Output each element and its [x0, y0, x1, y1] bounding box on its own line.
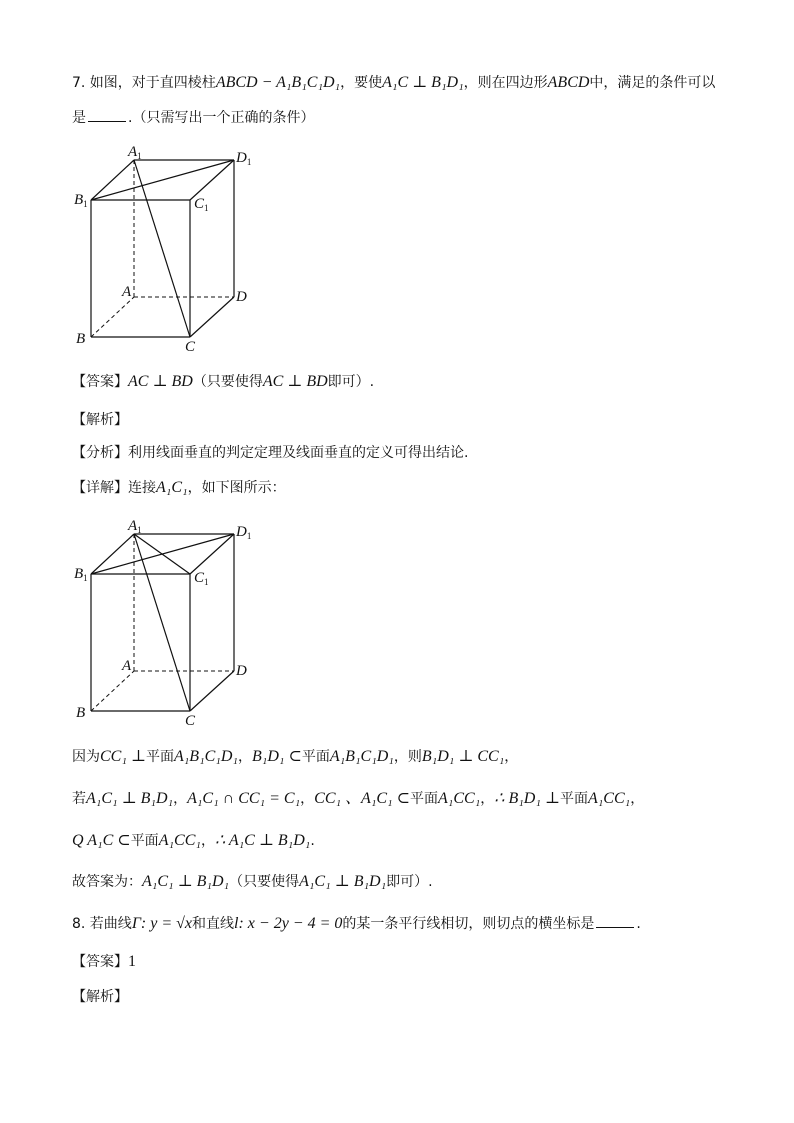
detail-intro: 【详解】连接A₁C₁，如下图所示：	[72, 479, 286, 496]
q7-line-1: 7. 如图，对于直四棱柱ABCD − A₁B₁C₁D₁，要使A₁C ⊥ B₁D₁，则在四边形ABCD中，满足的条件可以	[72, 74, 716, 91]
prism-figure-2	[60, 514, 280, 738]
label-A: A	[122, 284, 132, 300]
answer-7: 【答案】AC ⊥ BD（只要使得AC ⊥ BD即可）.	[72, 373, 375, 390]
label-C: C	[185, 339, 196, 355]
answer-expr: AC ⊥ BD	[128, 373, 193, 390]
analysis-7-tag: 【解析】	[72, 412, 128, 428]
label-A1: $A_1$	[128, 144, 142, 161]
proof-line-4: 故答案为：A₁C₁ ⊥ B₁D₁（只要使得A₁C₁ ⊥ B₁D₁即可）.	[72, 873, 433, 890]
proof-line-3: Q A₁C ⊂平面A₁CC₁，∴ A₁C ⊥ B₁D₁.	[72, 832, 315, 849]
label-B: B	[76, 331, 86, 347]
q7-line-2: 是 .（只需写出一个正确的条件）	[72, 107, 314, 129]
label-C: C	[185, 713, 196, 729]
analysis-8-tag: 【解析】	[72, 989, 128, 1005]
label-A1: $A_1$	[128, 518, 142, 535]
curve-expr: Γ: y = √x	[131, 915, 193, 932]
proof-line-2: 若A₁C₁ ⊥ B₁D₁，A₁C₁ ∩ CC₁ = C₁，CC₁ 、A₁C₁ ⊂平面A₁CC₁，∴ B₁D₁ ⊥平面A₁CC₁，	[72, 790, 645, 807]
label-D: D	[236, 663, 247, 679]
label-A: A	[122, 658, 132, 674]
label-D1: $D_1$	[236, 150, 252, 167]
label-B: B	[76, 705, 86, 721]
answer-blank	[88, 107, 126, 122]
prism-name: ABCD − A₁B₁C₁D₁	[215, 74, 341, 91]
prism-diagram	[60, 140, 280, 360]
prism-figure-1	[60, 140, 280, 364]
fenxi: 【分析】利用线面垂直的判定定理及线面垂直的定义可得出结论.	[72, 445, 469, 461]
proof-line-1: 因为CC₁ ⊥平面A₁B₁C₁D₁，B₁D₁ ⊂平面A₁B₁C₁D₁，则B₁D₁ ⊥ CC₁，	[72, 748, 519, 765]
label-B1: $B_1$	[74, 566, 88, 583]
q8-line: 8. 若曲线Γ: y = √x和直线l: x − 2y − 4 = 0的某一条平行线相切，则切点的横坐标是 .	[72, 915, 641, 932]
label-C1: $C_1$	[194, 196, 209, 213]
label-D: D	[236, 289, 247, 305]
label-C1: $C_1$	[194, 570, 209, 587]
label-D1: $D_1$	[236, 524, 252, 541]
condition-expr: A₁C ⊥ B₁D₁	[382, 74, 464, 91]
answer-blank-8	[596, 913, 634, 928]
label-B1: $B_1$	[74, 192, 88, 209]
prism-diagram-with-a1c1	[60, 514, 280, 734]
line-expr: l: x − 2y − 4 = 0	[234, 915, 343, 932]
answer-8: 【答案】1	[72, 953, 136, 970]
